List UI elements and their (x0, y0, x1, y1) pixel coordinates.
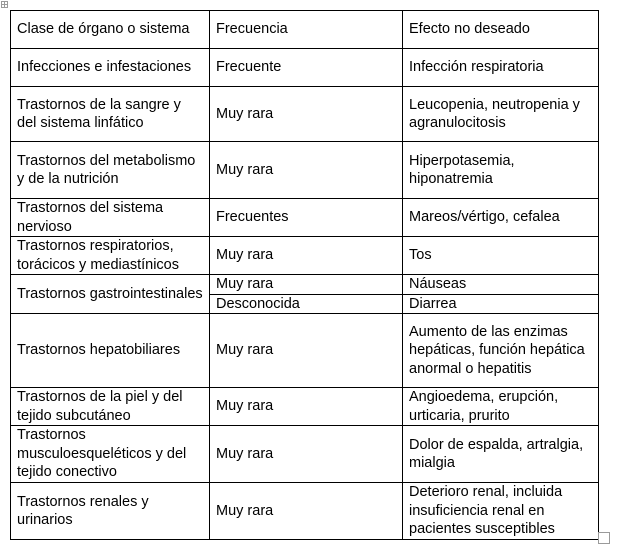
organ-class-cell: Infecciones e infestaciones (11, 49, 210, 87)
table-move-handle-icon[interactable] (1, 1, 8, 8)
table-row (11, 199, 599, 237)
organ-class-cell: Trastornos musculoesqueléticos y del tejido conectivo (11, 426, 210, 483)
frequency-cell: Muy rara (210, 275, 403, 295)
frequency-cell: Muy rara (210, 142, 403, 199)
effect-cell: Hiperpotasemia, hiponatremia (403, 142, 599, 199)
organ-class-cell: Trastornos respiratorios, torácicos y mediastínicos (11, 237, 210, 275)
organ-class-cell: Trastornos renales y urinarios (11, 483, 210, 540)
effect-cell: Dolor de espalda, artralgia, mialgia (403, 426, 599, 483)
table-resize-handle-icon[interactable] (598, 532, 610, 544)
organ-class-cell: Trastornos gastrointestinales (11, 275, 210, 314)
frequency-cell: Muy rara (210, 426, 403, 483)
frequency-cell: Frecuente (210, 49, 403, 87)
table-row (11, 237, 599, 275)
frequency-cell: Desconocida (210, 294, 403, 314)
frequency-cell: Muy rara (210, 388, 403, 426)
table-row (11, 87, 599, 142)
table-row (11, 142, 599, 199)
frequency-cell: Muy rara (210, 314, 403, 388)
adverse-effects-table (10, 10, 599, 540)
effect-cell: Mareos/vértigo, cefalea (403, 199, 599, 237)
table-row (11, 483, 599, 540)
header-effect: Efecto no deseado (403, 11, 599, 49)
organ-class-cell: Trastornos hepatobiliares (11, 314, 210, 388)
table-row (11, 314, 599, 388)
effect-cell: Deterioro renal, incluida insuficiencia renal en pacientes susceptibles (403, 483, 599, 540)
table-row (11, 388, 599, 426)
organ-class-cell: Trastornos del metabolismo y de la nutrición (11, 142, 210, 199)
frequency-cell: Frecuentes (210, 199, 403, 237)
table-row (11, 426, 599, 483)
frequency-cell: Muy rara (210, 87, 403, 142)
frequency-cell: Muy rara (210, 483, 403, 540)
header-organ-class: Clase de órgano o sistema (11, 11, 210, 49)
organ-class-cell: Trastornos de la sangre y del sistema linfático (11, 87, 210, 142)
table-row (11, 49, 599, 87)
organ-class-cell: Trastornos de la piel y del tejido subcutáneo (11, 388, 210, 426)
effect-cell: Diarrea (403, 294, 599, 314)
header-frequency: Frecuencia (210, 11, 403, 49)
effect-cell: Infección respiratoria (403, 49, 599, 87)
organ-class-cell: Trastornos del sistema nervioso (11, 199, 210, 237)
frequency-cell: Muy rara (210, 237, 403, 275)
table-row (11, 275, 599, 295)
effect-cell: Leucopenia, neutropenia y agranulocitosis (403, 87, 599, 142)
effect-cell: Aumento de las enzimas hepáticas, función hepática anormal o hepatitis (403, 314, 599, 388)
effect-cell: Angioedema, erupción, urticaria, prurito (403, 388, 599, 426)
effect-cell: Náuseas (403, 275, 599, 295)
effect-cell: Tos (403, 237, 599, 275)
table-header-row (11, 11, 599, 49)
